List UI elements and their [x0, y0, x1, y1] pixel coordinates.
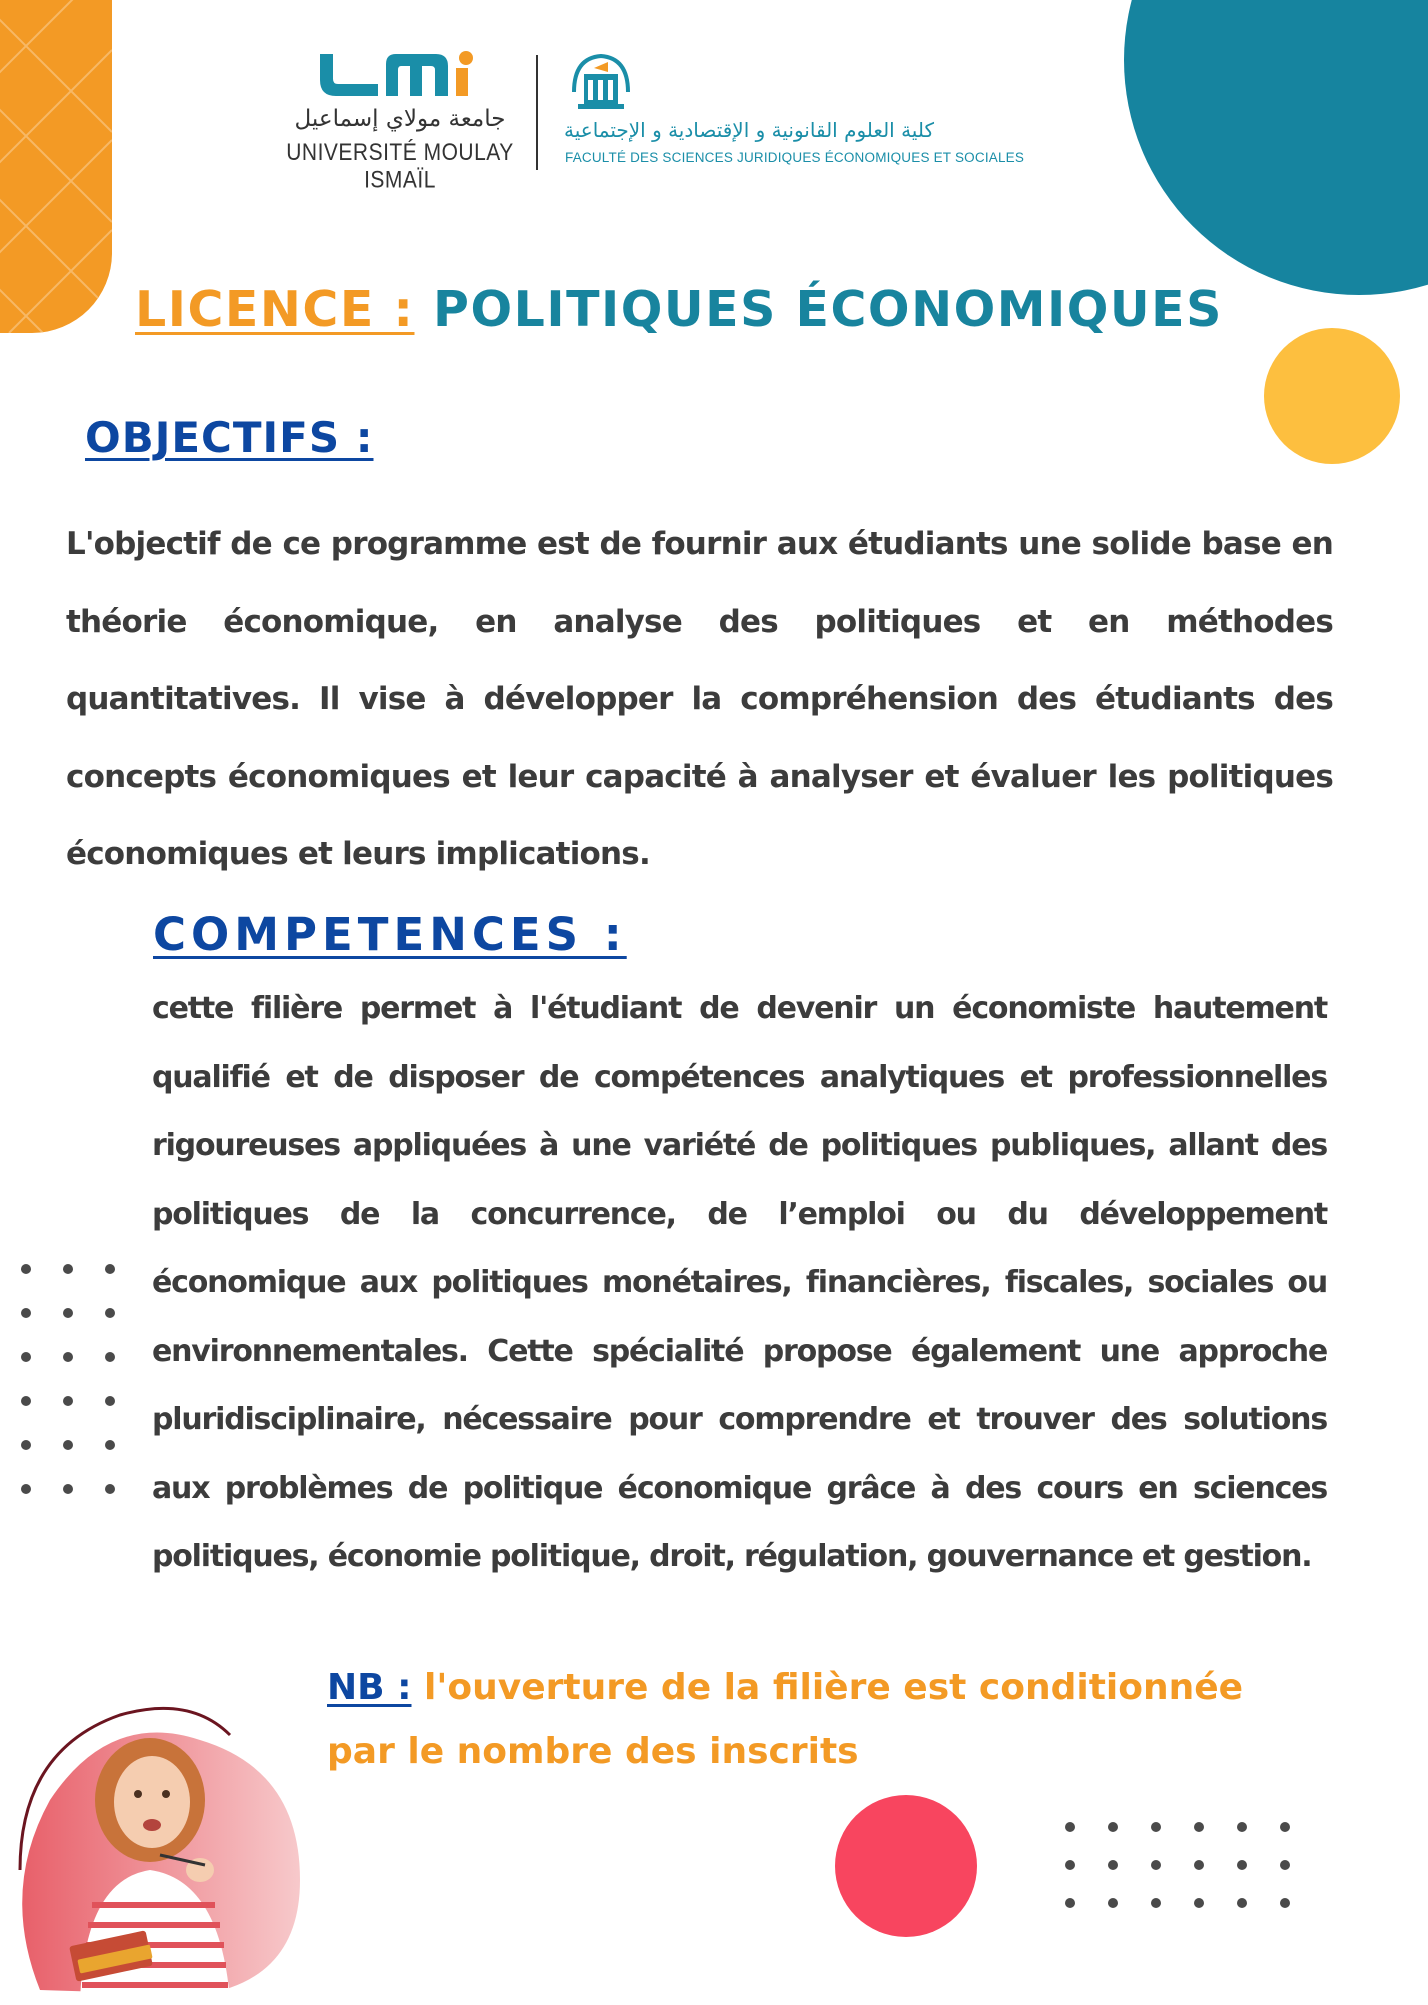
umi-logo: [280, 50, 520, 194]
faculty-emblem: [568, 52, 634, 117]
faculty-arabic-name: كلية العلوم القانونية و الإقتصادية و الإجتماعية: [564, 118, 934, 142]
umi-logo-icon: [316, 50, 486, 102]
competences-paragraph: cette filière permet à l'étudiant de devenir un économiste hautement qualifié et de disposer de compétences analytiques et professionnelles rigoureuses appliquées à une variété de politiques publiques, allant des politiques de la concurrence, de l’emploi ou du développement économique aux politiques monétaires, financières, fiscales, sociales ou environnementales. Cette spécialité propose également une approche pluridisciplinaire, nécessaire pour comprendre et trouver des solutions aux problèmes de politique économique grâce à des cours en sciences politiques, économie politique, droit, régulation, gouvernance et gestion.: [152, 991, 1327, 1574]
note-text: l'ouverture de la filière est conditionnée par le nombre des inscrits: [327, 1667, 1244, 1772]
umi-french-name: UNIVERSITÉ MOULAY ISMAÏL: [286, 139, 514, 194]
note-label: NB :: [327, 1667, 412, 1708]
note-block: [327, 1656, 1307, 1784]
orange-corner-shape: [0, 0, 112, 333]
title-label: LICENCE :: [135, 281, 415, 338]
umi-arabic-name: جامعة مولاي إسماعيل: [294, 106, 506, 132]
red-circle: [835, 1795, 977, 1937]
page-title: [135, 281, 1223, 338]
yellow-circle: [1264, 328, 1400, 464]
dot-grid-left: [21, 1264, 115, 1494]
student-illustration: [0, 1690, 310, 2000]
dot-grid-right: [1065, 1822, 1290, 1908]
objectifs-heading: OBJECTIFS :: [85, 413, 374, 462]
faculty-emblem-icon: [568, 52, 634, 112]
title-program: POLITIQUES ÉCONOMIQUES: [414, 281, 1223, 338]
competences-heading: COMPETENCES :: [153, 908, 627, 961]
faculty-french-name: FACULTÉ DES SCIENCES JURIDIQUES ÉCONOMIQUES ET SOCIALES: [565, 150, 1025, 165]
logo-divider: [536, 55, 538, 170]
objectifs-paragraph: L'objectif de ce programme est de fournir aux étudiants une solide base en théorie économique, en analyse des politiques et en méthodes quantitatives. Il vise à développer la compréhension des étudiants des concepts économiques et leur capacité à analyser et évaluer les politiques économiques et leurs implications.: [66, 526, 1333, 872]
student-icon: [0, 1690, 310, 2000]
diamond-pattern-icon: [0, 0, 112, 333]
teal-circle: [1124, 0, 1428, 295]
